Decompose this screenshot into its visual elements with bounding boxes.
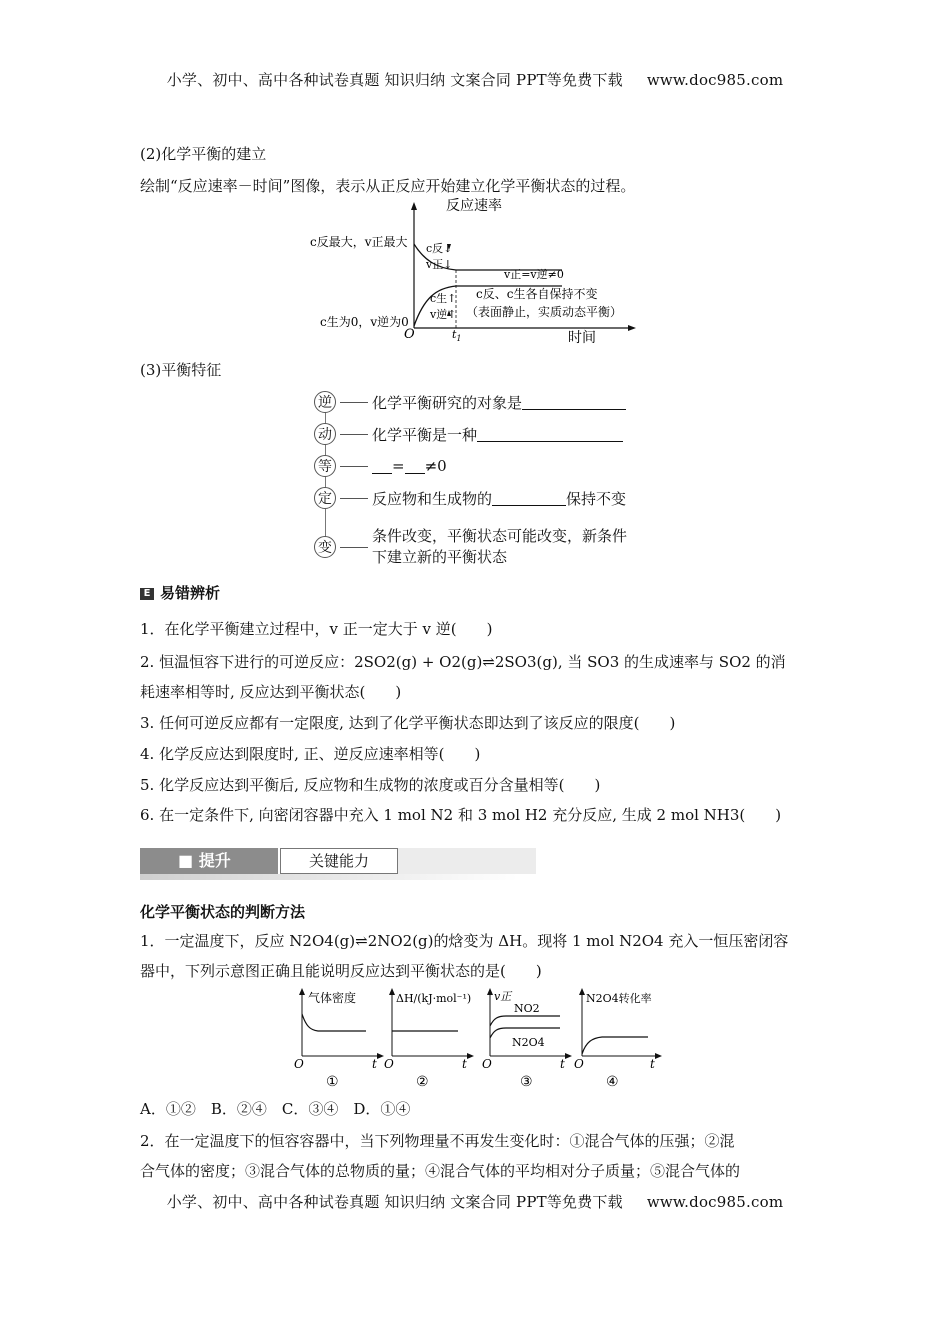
answer-blank[interactable] [477,427,623,442]
feature-char: 定 [314,487,336,509]
feature-dong [314,423,623,445]
graph-1-origin: O [294,1057,304,1071]
graph-3-t: t [560,1057,565,1071]
footer-text: 小学、初中、高中各种试卷真题 知识归纳 文案合同 PPT等免费下载 [166,1193,623,1211]
c-fan-label: c反↓ [426,242,453,255]
graph-4-origin: O [574,1057,584,1071]
banner-dark: ■ 提升 [140,848,278,874]
judge-options: A．①② B．②④ C．③④ D．①④ [140,1100,411,1118]
feature-text-2: 下建立新的平衡状态 [372,548,508,566]
judge-p2-line1: 2．在一定温度下的恒容容器中，当下列物理量不再发生变化时：①混合气体的压强；②混 [140,1132,735,1150]
origin-label: O [404,327,415,342]
page-header [0,69,950,90]
error-q5: 5. 化学反应达到平衡后, 反应物和生成物的浓度或百分含量相等( ) [140,776,601,794]
graph-4-number: ④ [606,1074,619,1090]
feature-char: 变 [314,536,336,558]
page-footer [0,1191,950,1212]
feature-neq: ≠0 [424,457,447,475]
feature-text-after: 保持不变 [566,489,627,508]
error-q2-line2: 耗速率相等时, 反应达到平衡状态( ) [140,683,402,701]
banner-shadow [140,874,518,880]
graph-3-upper-label: NO2 [514,1002,540,1015]
graph-2-ylabel: ΔH/(kJ·mol⁻¹) [396,992,472,1005]
header-text: 小学、初中、高中各种试卷真题 知识归纳 文案合同 PPT等免费下载 [166,71,623,89]
graph-1-number: ① [326,1074,339,1090]
feature-ni [314,391,626,413]
left-bottom-label: c生为0，v逆为0 [320,315,409,329]
t1-label: $t_1$ [452,328,462,343]
graph-4 [574,988,662,1090]
y-axis-arrow [411,202,417,210]
banner-tab: 关键能力 [280,848,398,874]
equilibrium-label: v正=v逆≠0 [504,268,564,281]
feature-text: 化学平衡是一种 [372,425,478,444]
header-url: www.doc985.com [646,71,784,89]
v-ni-label: v逆↑ [430,308,457,321]
answer-blank[interactable] [492,491,566,506]
feature-char: 动 [314,423,336,445]
rate-time-graph [300,198,660,350]
graph-3-number: ③ [520,1074,533,1090]
judge-title: 化学平衡状态的判断方法 [140,903,306,921]
judge-p1-line2: 器中，下列示意图正确且能说明反应达到平衡状态的是( ) [140,962,542,980]
feature-bian [314,526,627,568]
footer-url: www.doc985.com [646,1193,784,1211]
feature-text: 条件改变，平衡状态可能改变，新条件 [372,527,628,545]
feature-deng [314,455,447,477]
section-icon: E [140,588,154,600]
graph-4-ylabel: N2O4转化率 [586,992,652,1005]
answer-blank[interactable] [372,459,392,474]
graph-4-t: t [650,1057,655,1071]
error-q3: 3. 任何可逆反应都有一定限度, 达到了化学平衡状态即达到了该反应的限度( ) [140,714,676,732]
note-line-2: （表面静止，实质动态平衡） [466,305,623,319]
judge-p1-line1: 1．一定温度下，反应 N2O4(g)⇌2NO2(g)的焓变为 ΔH。现将 1 mol N2O4 充入一恒压密闭容 [140,932,789,950]
judge-p2-line2: 合气体的密度；③混合气体的总物质的量；④混合气体的平均相对分子质量；⑤混合气体的 [140,1162,741,1180]
feature-char: 逆 [314,391,336,413]
graph-2-t: t [462,1057,467,1071]
graph-2-origin: O [384,1057,394,1071]
graph-1-ylabel: 气体密度 [308,991,357,1005]
graph-3-lower-label: N2O4 [512,1036,545,1049]
section-3-title: (3)平衡特征 [140,361,222,379]
c-sheng-label: c生↑ [430,292,457,305]
x-axis-label: 时间 [568,330,596,346]
feature-text: 化学平衡研究的对象是 [372,393,523,412]
section-2-title: (2)化学平衡的建立 [140,145,267,163]
graph-3-ylabel: v正 [494,990,512,1003]
error-q2-line1: 2. 恒温恒容下进行的可逆反应：2SO2(g) + O2(g)⇌2SO3(g), 当 SO3 的生成速率与 SO2 的消 [140,653,786,671]
graph-1 [294,988,384,1090]
errors-title: E 易错辨析 [140,583,220,603]
y-axis-label: 反应速率 [446,198,502,214]
graph-1-t: t [372,1057,377,1071]
conversion-curve [582,1037,648,1054]
error-q6: 6. 在一定条件下, 向密闭容器中充入 1 mol N2 和 3 mol H2 充分反应, 生成 2 mol NH3( ) [140,806,782,824]
graph-2 [384,988,474,1090]
graph-3-origin: O [482,1057,492,1071]
answer-blank[interactable] [405,459,425,474]
feature-char: 等 [314,455,336,477]
section-banner [140,846,518,878]
note-line-1: c反、c生各自保持不变 [476,287,598,301]
section-2-description: 绘制“反应速率－时间”图像，表示从正反应开始建立化学平衡状态的过程。 [140,177,636,195]
feature-text: 反应物和生成物的 [372,489,493,508]
error-q1: 1．在化学平衡建立过程中，v 正一定大于 v 逆( ) [140,620,493,638]
option-graphs [288,986,668,1090]
answer-blank[interactable] [522,395,626,410]
x-axis-arrow [628,325,636,331]
feature-ding [314,487,626,509]
feature-equals: = [392,457,405,475]
graph-3 [482,988,572,1090]
error-q4: 4. 化学反应达到限度时, 正、逆反应速率相等( ) [140,745,481,763]
graph-2-number: ② [416,1074,429,1090]
v-zheng-label: v正↓ [426,258,453,271]
density-curve [302,1014,366,1031]
no2-curve [490,1016,560,1026]
left-top-label: c反最大，v正最大 [310,235,408,249]
